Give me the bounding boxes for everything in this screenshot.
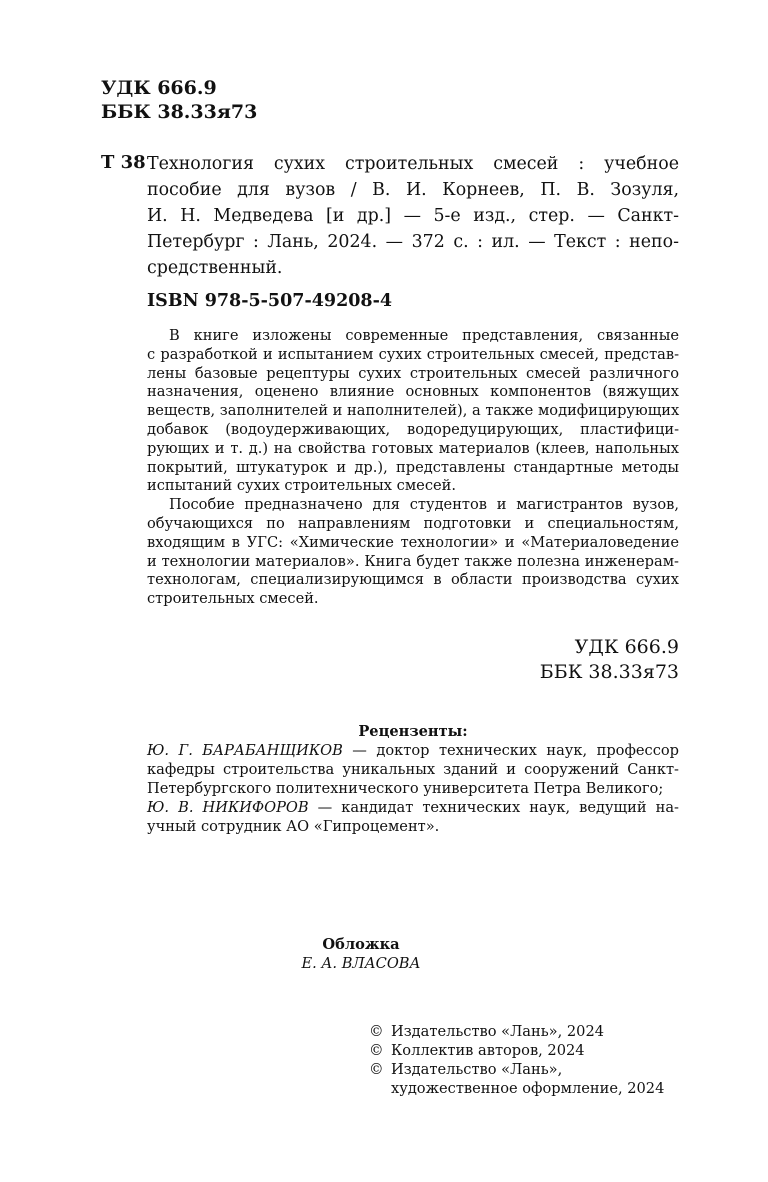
bibliographic-record [147, 151, 679, 281]
abstract-line: входящим в УГС: «Химические технологии» и «Материаловедение [147, 533, 679, 551]
copyright-line: © Коллектив авторов, 2024 [369, 1042, 585, 1059]
author-mark: Т 38 [101, 152, 146, 173]
abstract [147, 327, 679, 609]
abstract-line: испытаний сухих строительных смесей. [147, 477, 456, 495]
copyright-symbol: © [369, 1023, 384, 1040]
abstract-line: веществ, заполнителей и наполнителей), а также модифицирующих [147, 402, 680, 420]
reviewer-1-line [147, 741, 679, 760]
copyright-line: © Издательство «Лань», 2024 [369, 1023, 605, 1040]
biblio-line: пособие для вузов / В. И. Корнеев, П. В. Зозуля, [147, 180, 679, 200]
abstract-line: с разработкой и испытанием сухих строительных смесей, представ- [147, 345, 679, 363]
reviewer-1-title: — доктор технических наук, профессор [342, 742, 679, 759]
reviewers-block [147, 722, 679, 836]
reviewer-2-title: — кандидат технических наук, ведущий на- [308, 799, 679, 816]
abstract-line: добавок (водоудерживающих, водоредуцирующих, пластифици- [147, 420, 679, 438]
reviewer-2-line: учный сотрудник АО «Гипроцемент». [147, 818, 440, 835]
copyright-symbol: © [369, 1061, 384, 1078]
cover-heading: Обложка [322, 936, 400, 953]
biblio-line: И. Н. Медведева [и др.] — 5-е изд., стер. — Санкт- [147, 206, 679, 226]
classification-bottom [540, 635, 679, 685]
udk-code: УДК 666.9 [101, 77, 217, 99]
biblio-line: Технология сухих строительных смесей : учебное [147, 154, 679, 174]
copyright-line: художественное оформление, 2024 [391, 1080, 665, 1097]
cover-artist: Е. А. ВЛАСОВА [301, 955, 421, 972]
abstract-line: Пособие предназначено для студентов и магистрантов вузов, [169, 496, 679, 514]
reviewer-1-name: Ю. Г. БАРАБАНЩИКОВ [147, 742, 343, 759]
abstract-line: рующих и т. д.) на свойства готовых материалов (клеев, напольных [147, 439, 679, 457]
copyright-symbol: © [369, 1042, 384, 1059]
abstract-line: лены базовые рецептуры сухих строительных смесей различного [147, 364, 679, 382]
abstract-line: назначения, оценено влияние основных компонентов (вяжущих [147, 383, 679, 401]
reviewer-2-name: Ю. В. НИКИФОРОВ [147, 799, 309, 816]
abstract-line: обучающихся по направлениям подготовки и специальностям, [147, 514, 679, 532]
abstract-line: строительных смесей. [147, 590, 319, 608]
abstract-line: В книге изложены современные представления, связанные [169, 327, 679, 344]
udk-code-bottom: УДК 666.9 [574, 636, 679, 658]
abstract-line: и технологии материалов». Книга будет также полезна инженерам- [147, 552, 679, 570]
isbn: ISBN 978-5-507-49208-4 [147, 291, 393, 311]
copyright-block [369, 1022, 664, 1098]
reviewer-2-line [147, 798, 679, 817]
reviewers-heading: Рецензенты: [358, 723, 468, 740]
reviewer-1-line: кафедры строительства уникальных зданий и сооружений Санкт- [147, 761, 679, 778]
cover-credit [147, 935, 575, 973]
biblio-line: средственный. [147, 258, 283, 278]
bbk-code-bottom: ББК 38.33я73 [539, 661, 679, 683]
classification-top [101, 76, 257, 124]
biblio-line: Петербург : Лань, 2024. — 372 с. : ил. — Текст : непо- [147, 232, 679, 252]
abstract-line: покрытий, штукатурок и др.), представлены стандартные методы [147, 458, 679, 476]
abstract-line: технологам, специализирующимся в области производства сухих [147, 571, 679, 589]
copyright-line: © Издательство «Лань», [369, 1061, 563, 1078]
reviewer-1-line: Петербургского политехнического университета Петра Великого; [147, 780, 664, 797]
bbk-code: ББК 38.33я73 [101, 101, 258, 123]
